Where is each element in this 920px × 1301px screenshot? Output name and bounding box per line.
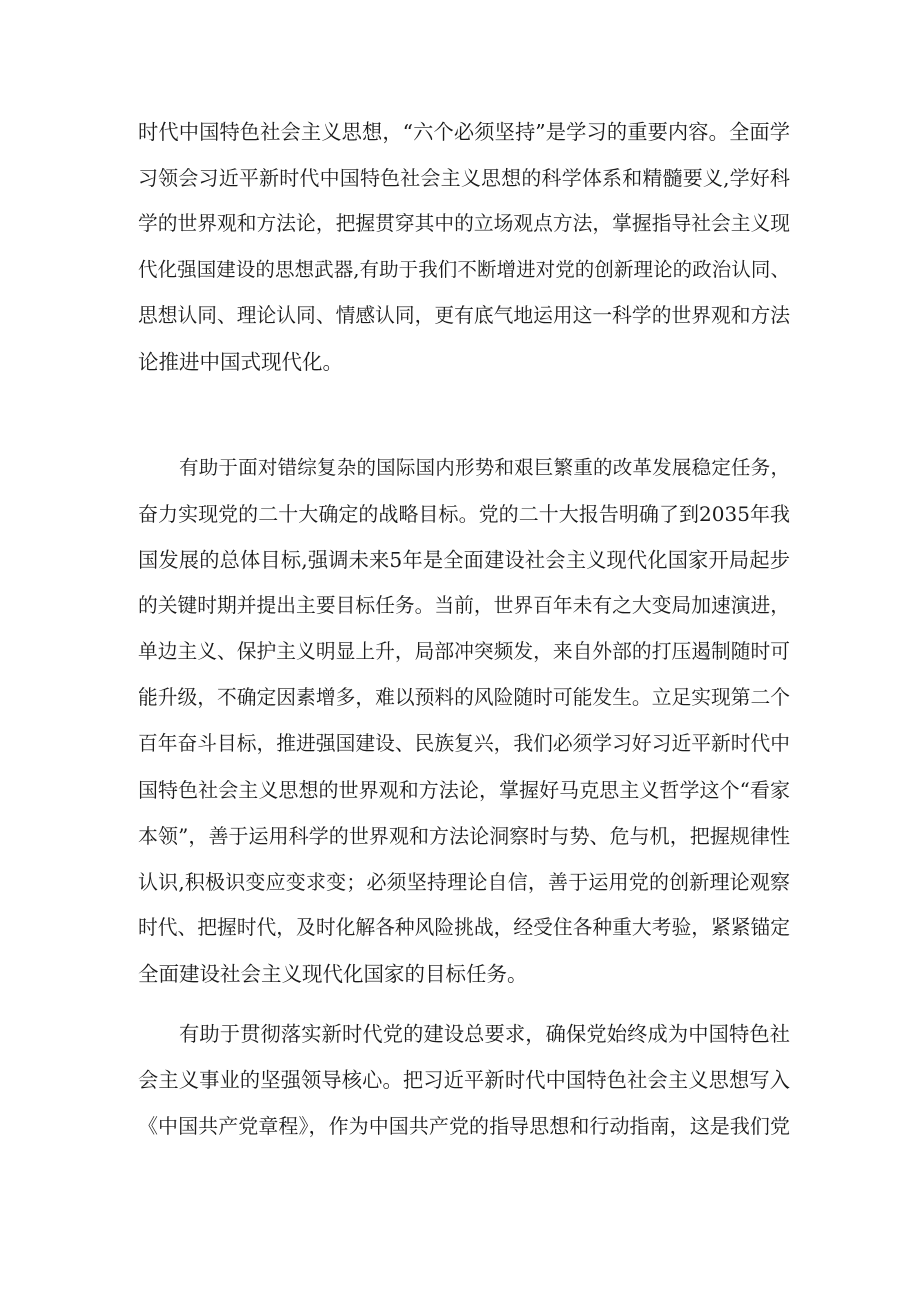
text-line: 时代、把握时代，及时化解各种风险挑战，经受住各种重大考验，紧紧锚定 (138, 916, 790, 939)
text-line: 百年奋斗目标，推进强国建设、民族复兴，我们必须学习好习近平新时代中 (138, 732, 790, 755)
text-line: 单边主义、保护主义明显上升，局部冲突频发，来自外部的打压遏制随时可 (138, 640, 790, 663)
text-line: 的关键时期并提出主要目标任务。当前，世界百年未有之大变局加速演进， (138, 594, 790, 617)
text-line: 有助于贯彻落实新时代党的建设总要求，确保党始终成为中国特色社 (179, 1022, 790, 1046)
text-line: 认识,积极识变应变求变；必须坚持理论自信，善于运用党的创新理论观察 (138, 870, 790, 894)
paragraph-3 (138, 1011, 790, 1149)
text-line: 代化强国建设的思想武器,有助于我们不断增进对党的创新理论的政治认同、 (138, 258, 790, 281)
text-line: 全面建设社会主义现代化国家的目标任务。 (138, 962, 528, 986)
paragraph-1 (138, 109, 790, 385)
text-line: 思想认同、理论认同、情感认同，更有底气地运用这一科学的世界观和方法 (138, 304, 790, 327)
text-line: 能升级，不确定因素增多，难以预料的风险随时可能发生。立足实现第二个 (138, 686, 790, 709)
text-line: 学的世界观和方法论，把握贯穿其中的立场观点方法，掌握指导社会主义现 (138, 212, 790, 235)
text-line: 会主义事业的坚强领导核心。把习近平新时代中国特色社会主义思想写入 (138, 1068, 790, 1092)
text-line: 奋力实现党的二十大确定的战略目标。党的二十大报告明确了到2035年我 (138, 502, 790, 526)
text-line: 时代中国特色社会主义思想，“六个必须坚持”是学习的重要内容。全面学 (138, 120, 790, 144)
text-line: 习领会习近平新时代中国特色社会主义思想的科学体系和精髓要义,学好科 (138, 166, 790, 190)
text-line: 本领”，善于运用科学的世界观和方法论洞察时与势、危与机，把握规律性 (138, 824, 790, 848)
text-line: 有助于面对错综复杂的国际国内形势和艰巨繁重的改革发展稳定任务， (179, 456, 790, 479)
paragraph-2 (138, 445, 790, 997)
text-line: 国发展的总体目标,强调未来5年是全面建设社会主义现代化国家开局起步 (138, 548, 790, 572)
text-line: 论推进中国式现代化。 (138, 350, 343, 374)
text-line: 《中国共产党章程》，作为中国共产党的指导思想和行动指南，这是我们党 (138, 1114, 790, 1138)
text-line: 国特色社会主义思想的世界观和方法论，掌握好马克思主义哲学这个“看家 (138, 778, 790, 802)
